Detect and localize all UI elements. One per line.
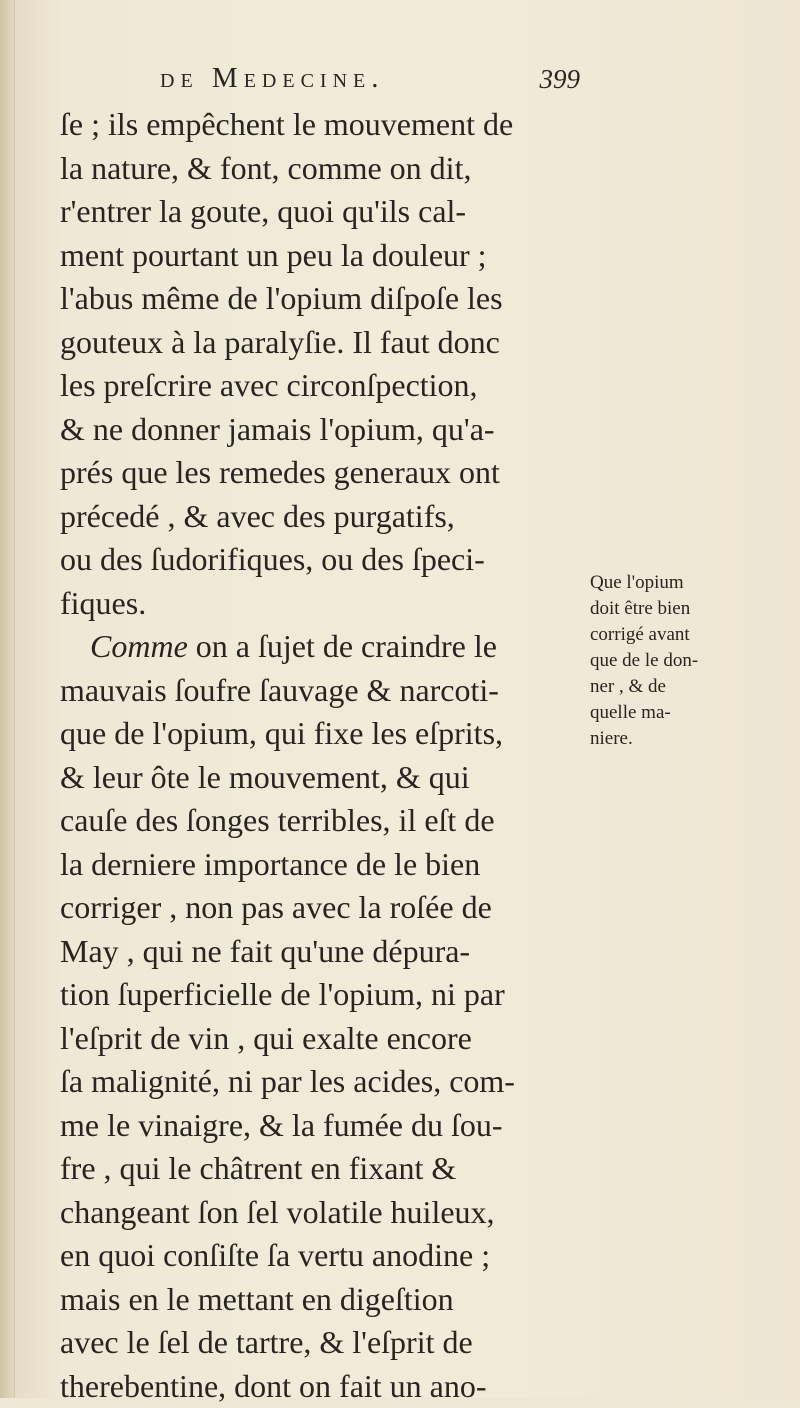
text-line: gouteux à la paralyſie. Il faut donc — [60, 321, 586, 365]
text-line: mais en le mettant en digeſtion — [60, 1278, 586, 1322]
text-line: la nature, & font, comme on dit, — [60, 147, 586, 191]
text-line: cauſe des ſonges terribles, il eſt de — [60, 799, 586, 843]
text-line: précedé , & avec des purgatifs, — [60, 495, 586, 539]
text-line: corriger , non pas avec la roſée de — [60, 886, 586, 930]
marginal-line: que de le don- — [590, 648, 740, 674]
text-line: fre , qui le châtrent en fixant & — [60, 1147, 586, 1191]
text-line: mauvais ſoufre ſauvage & narcoti- — [60, 669, 586, 713]
marginal-line: corrigé avant — [590, 622, 740, 648]
text-line: que de l'opium, qui fixe les eſprits, — [60, 712, 586, 756]
text-line: prés que les remedes generaux ont — [60, 451, 586, 495]
page-header — [160, 62, 580, 102]
text-line: & leur ôte le mouvement, & qui — [60, 756, 586, 800]
text-line: avec le ſel de tartre, & l'eſprit de — [60, 1321, 586, 1365]
text-line: therebentine, dont on fait un ano- — [60, 1365, 586, 1408]
italic-word: Comme — [90, 628, 188, 664]
marginal-line: ner , & de — [590, 674, 740, 700]
text-line: l'eſprit de vin , qui exalte encore — [60, 1017, 586, 1061]
marginal-note — [590, 570, 740, 752]
text-run: on a ſujet de craindre le — [188, 628, 497, 664]
text-line: & ne donner jamais l'opium, qu'a- — [60, 408, 586, 452]
text-line: ment pourtant un peu la douleur ; — [60, 234, 586, 278]
text-line: ſe ; ils empêchent le mouvement de — [60, 103, 586, 147]
text-line: les preſcrire avec circonſpection, — [60, 364, 586, 408]
text-line: l'abus même de l'opium diſpoſe les — [60, 277, 586, 321]
main-text — [60, 103, 586, 1408]
page-number: 399 — [540, 64, 581, 95]
book-gutter — [0, 0, 14, 1398]
text-line: May , qui ne fait qu'une dépura- — [60, 930, 586, 974]
running-title: de Medecine. — [160, 62, 384, 95]
marginal-line: niere. — [590, 726, 740, 752]
text-line: changeant ſon ſel volatile huileux, — [60, 1191, 586, 1235]
text-line: fiques. — [60, 582, 586, 626]
text-line: r'entrer la goute, quoi qu'ils cal- — [60, 190, 586, 234]
marginal-line: doit être bien — [590, 596, 740, 622]
marginal-line: quelle ma- — [590, 700, 740, 726]
text-line: en quoi conſiſte ſa vertu anodine ; — [60, 1234, 586, 1278]
marginal-line: Que l'opium — [590, 570, 740, 596]
text-line: me le vinaigre, & la fumée du ſou- — [60, 1104, 586, 1148]
paragraph-start-line — [60, 625, 586, 669]
text-line: ou des ſudorifiques, ou des ſpeci- — [60, 538, 586, 582]
text-line: ſa malignité, ni par les acides, com- — [60, 1060, 586, 1104]
text-line: la derniere importance de le bien — [60, 843, 586, 887]
text-line: tion ſuperficielle de l'opium, ni par — [60, 973, 586, 1017]
